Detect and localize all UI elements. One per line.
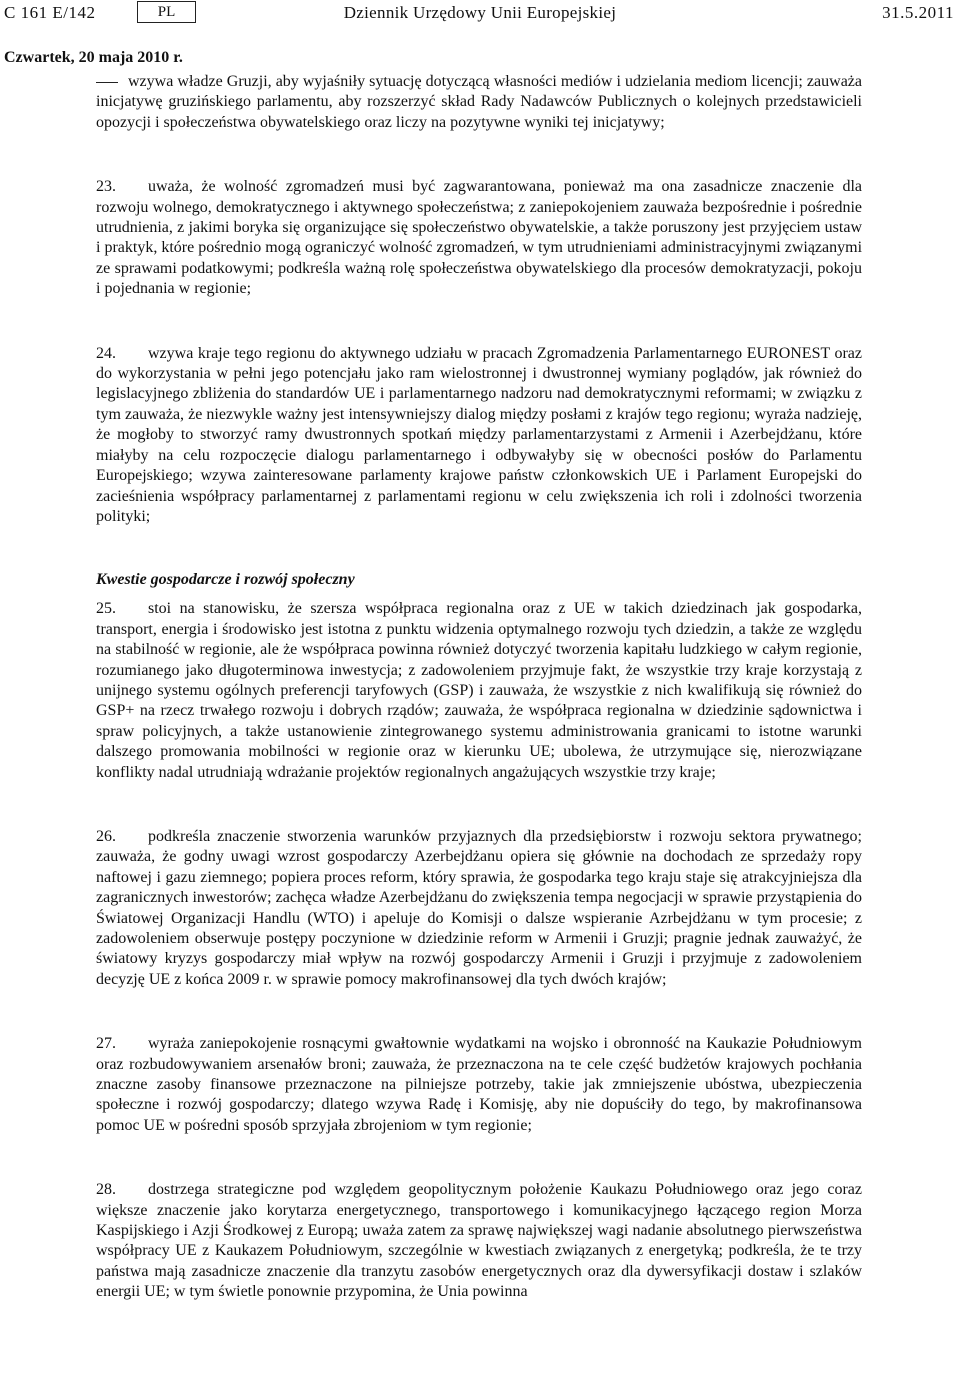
dash-icon (96, 82, 118, 83)
paragraph-text: wyraża zaniepokojenie rosnącymi gwałtownie wydatkami na wojsko i obronność na Kaukazie Południowym oraz rozbudowywaniem arsenałów broni; zauważa, że przeznaczona na te cele część budżetów krajowych pochłania znaczne zasoby finansowe przeznaczone na pilniejsze potrzeby, takie jak zmniejszenie ubóstwa, ubezpieczenia społeczne i rozwój gospodarczy; dlatego wzywa Radę i Komisję, aby nie dopuściły do tego, by makrofinansowa pomoc UE w pośredni sposób sprzyjała zbrojeniom w tym regionie; (96, 1035, 862, 1134)
paragraph-text: stoi na stanowisku, że szersza współpraca regionalna oraz z UE w takich dziedzinach jak gospodarka, transport, energia i środowisko jest istotna z punktu widzenia optymalnego rozwoju tych dziedzin, a także ze względu na stabilność w regionie, ale że współpraca powinna również dotyczyć tworzenia kapitału ludzkiego w całym regionie, rozumianego jako długoterminowa inwestycja; z zadowoleniem przyjmuje fakt, że wszystkie trzy kraje korzystają z unijnego systemu ogólnych preferencji taryfowych (GSP) i zauważa, że wszystkie z nich kwalifikują się również do GSP+ na rzecz trwałego rozwoju i dobrych rządów; zauważa, że współpraca regionalna w dziedzinie sądownictwa i spraw policyjnych, a także ustanowienie zintegrowanego systemu administrowania granicami to istotne warunki dalszego promowania mobilności w regionie oraz w kierunku UE; ubolewa, że utrzymujące się, nierozwiązane konflikty nadal utrudniają wdrażanie projektów regionalnych angażujących wszystkie trzy kraje; (96, 600, 862, 781)
section-heading: Kwestie gospodarcze i rozwój społeczny (96, 571, 355, 589)
paragraph-26 (96, 827, 862, 990)
paragraph-28 (96, 1180, 862, 1302)
paragraph-24 (96, 344, 862, 528)
paragraph-text: uważa, że wolność zgromadzeń musi być zagwarantowana, ponieważ ma ona zasadnicze znaczenie dla rozwoju wolnego, demokratycznego i aktywnego społeczeństwa; z zaniepokojeniem zauważa bezpośrednie i pośrednie utrudnienia, z jakimi boryka się organizujące się społeczeństwo obywatelskie, a także poruszony jest przyjęciem ustaw i praktyk, które pośrednio mogą ograniczyć wolność zgromadzeń, w tym utrudnieniami administracyjnymi związanymi ze sprawami podatkowymi; podkreśla ważną rolę społeczeństwa obywatelskiego dla procesów demokratyzacji, pokoju i pojednania w regionie; (96, 178, 863, 298)
journal-title: Dziennik Urzędowy Unii Europejskiej (343, 3, 617, 22)
paragraph-number: 26. (96, 827, 116, 845)
paragraph-text: dostrzega strategiczne pod względem geopolitycznym położenie Kaukazu Południowego oraz jego coraz większe znaczenie jako korytarza energetycznego, transportowego i komunikacyjnego łączącego region Morza Kaspijskiego i Azji Środkowej z Europą; uważa zatem za sprawę największej wagi nadanie absolutnego pierwszeństwa współpracy UE z Kaukazem Południowym, szczególnie w kwestiach związanych z energetyką; podkreśla, że te trzy państwa mają zasadnicze znaczenie dla tranzytu zasobów energetycznych oraz dla dywersyfikacji dostaw i szlaków energii UE; w tym świetle ponownie przypomina, że Unia powinna (96, 1181, 862, 1301)
paragraph-number: 23. (96, 178, 116, 196)
paragraph-number: 24. (96, 344, 116, 362)
dash-paragraph-text: wzywa władze Gruzji, aby wyjaśniły sytuację dotyczącą własności mediów i udzielania mediom licencji; zauważa inicjatywę gruzińskiego parlamentu, aby rozszerzyć skład Rady Nadawców Publicznych o kolejnych przedstawicieli opozycji i społeczeństwa obywatelskiego oraz liczy na pozytywne wyniki tej inicjatywy; (96, 73, 862, 131)
language-badge: PL (137, 1, 196, 23)
page-header (0, 0, 960, 26)
journal-reference: C 161 E/142 (4, 3, 96, 22)
paragraph-number: 25. (96, 600, 116, 618)
sitting-date: Czwartek, 20 maja 2010 r. (4, 49, 183, 66)
paragraph-number: 27. (96, 1035, 116, 1053)
dash-paragraph (96, 72, 862, 133)
paragraph-text: wzywa kraje tego regionu do aktywnego udziału w pracach Zgromadzenia Parlamentarnego EURONEST oraz do wykorzystania w pełni jego potencjału jako ram wielostronnej i dwustronnej wymiany poglądów, jak również do legislacyjnego zbliżenia do standardów UE i parlamentarnego nadzoru nad demokratycznymi reformami; w związku z tym zauważa, że niezwykle ważny jest intensywniejszy dialog między posłami z krajów tego regionu; wyraża nadzieję, że mogłoby to stworzyć ramy dwustronnych spotkań między parlamentarzystami z Armenii i Azerbejdżanu, które miałyby na celu rozpoczęcie dialogu parlamentarnego i odbywałyby się w obecności posłów do Parlamentu Europejskiego; wzywa zainteresowane parlamenty krajowe państw członkowskich UE i Parlament Europejski do zacieśnienia współpracy parlamentarnej z parlamentami regionu w celu zwiększenia ich roli i zdolności tworzenia polityki; (96, 344, 862, 525)
publication-date: 31.5.2011 (882, 3, 954, 22)
document-body (96, 62, 862, 1303)
paragraph-text: podkreśla znaczenie stworzenia warunków przyjaznych dla przedsiębiorstw i rozwoju sektora prywatnego; zauważa, że godny uwagi wzrost gospodarczy Azerbejdżanu opiera się głównie na dochodach ze sprzedaży ropy naftowej i gazu ziemnego; popiera proces reform, który sprawia, że gospodarka tego kraju staje się atrakcyjniejsza dla zagranicznych inwestorów; zachęca władze Azerbejdżanu do zwiększenia tempa negocjacji w sprawie przystąpienia do Światowej Organizacji Handlu (WTO) i apeluje do Komisji o dalsze wspieranie Azrbejdżanu w tym procesie; z zadowoleniem obserwuje postępy poczynione w dziedzinie reform w Armenii i Gruzji; pragnie jednak zauważyć, że światowy kryzys gospodarczy miał wpływ na rozwój gospodarczy Armenii i Gruzji i przyjmuje z zadowoleniem decyzję UE z końca 2009 r. w sprawie pomocy makrofinansowej dla tych dwóch krajów; (96, 827, 862, 988)
paragraph-25 (96, 599, 862, 783)
paragraph-number: 28. (96, 1181, 116, 1199)
paragraph-27 (96, 1034, 862, 1136)
paragraph-23 (96, 177, 862, 299)
